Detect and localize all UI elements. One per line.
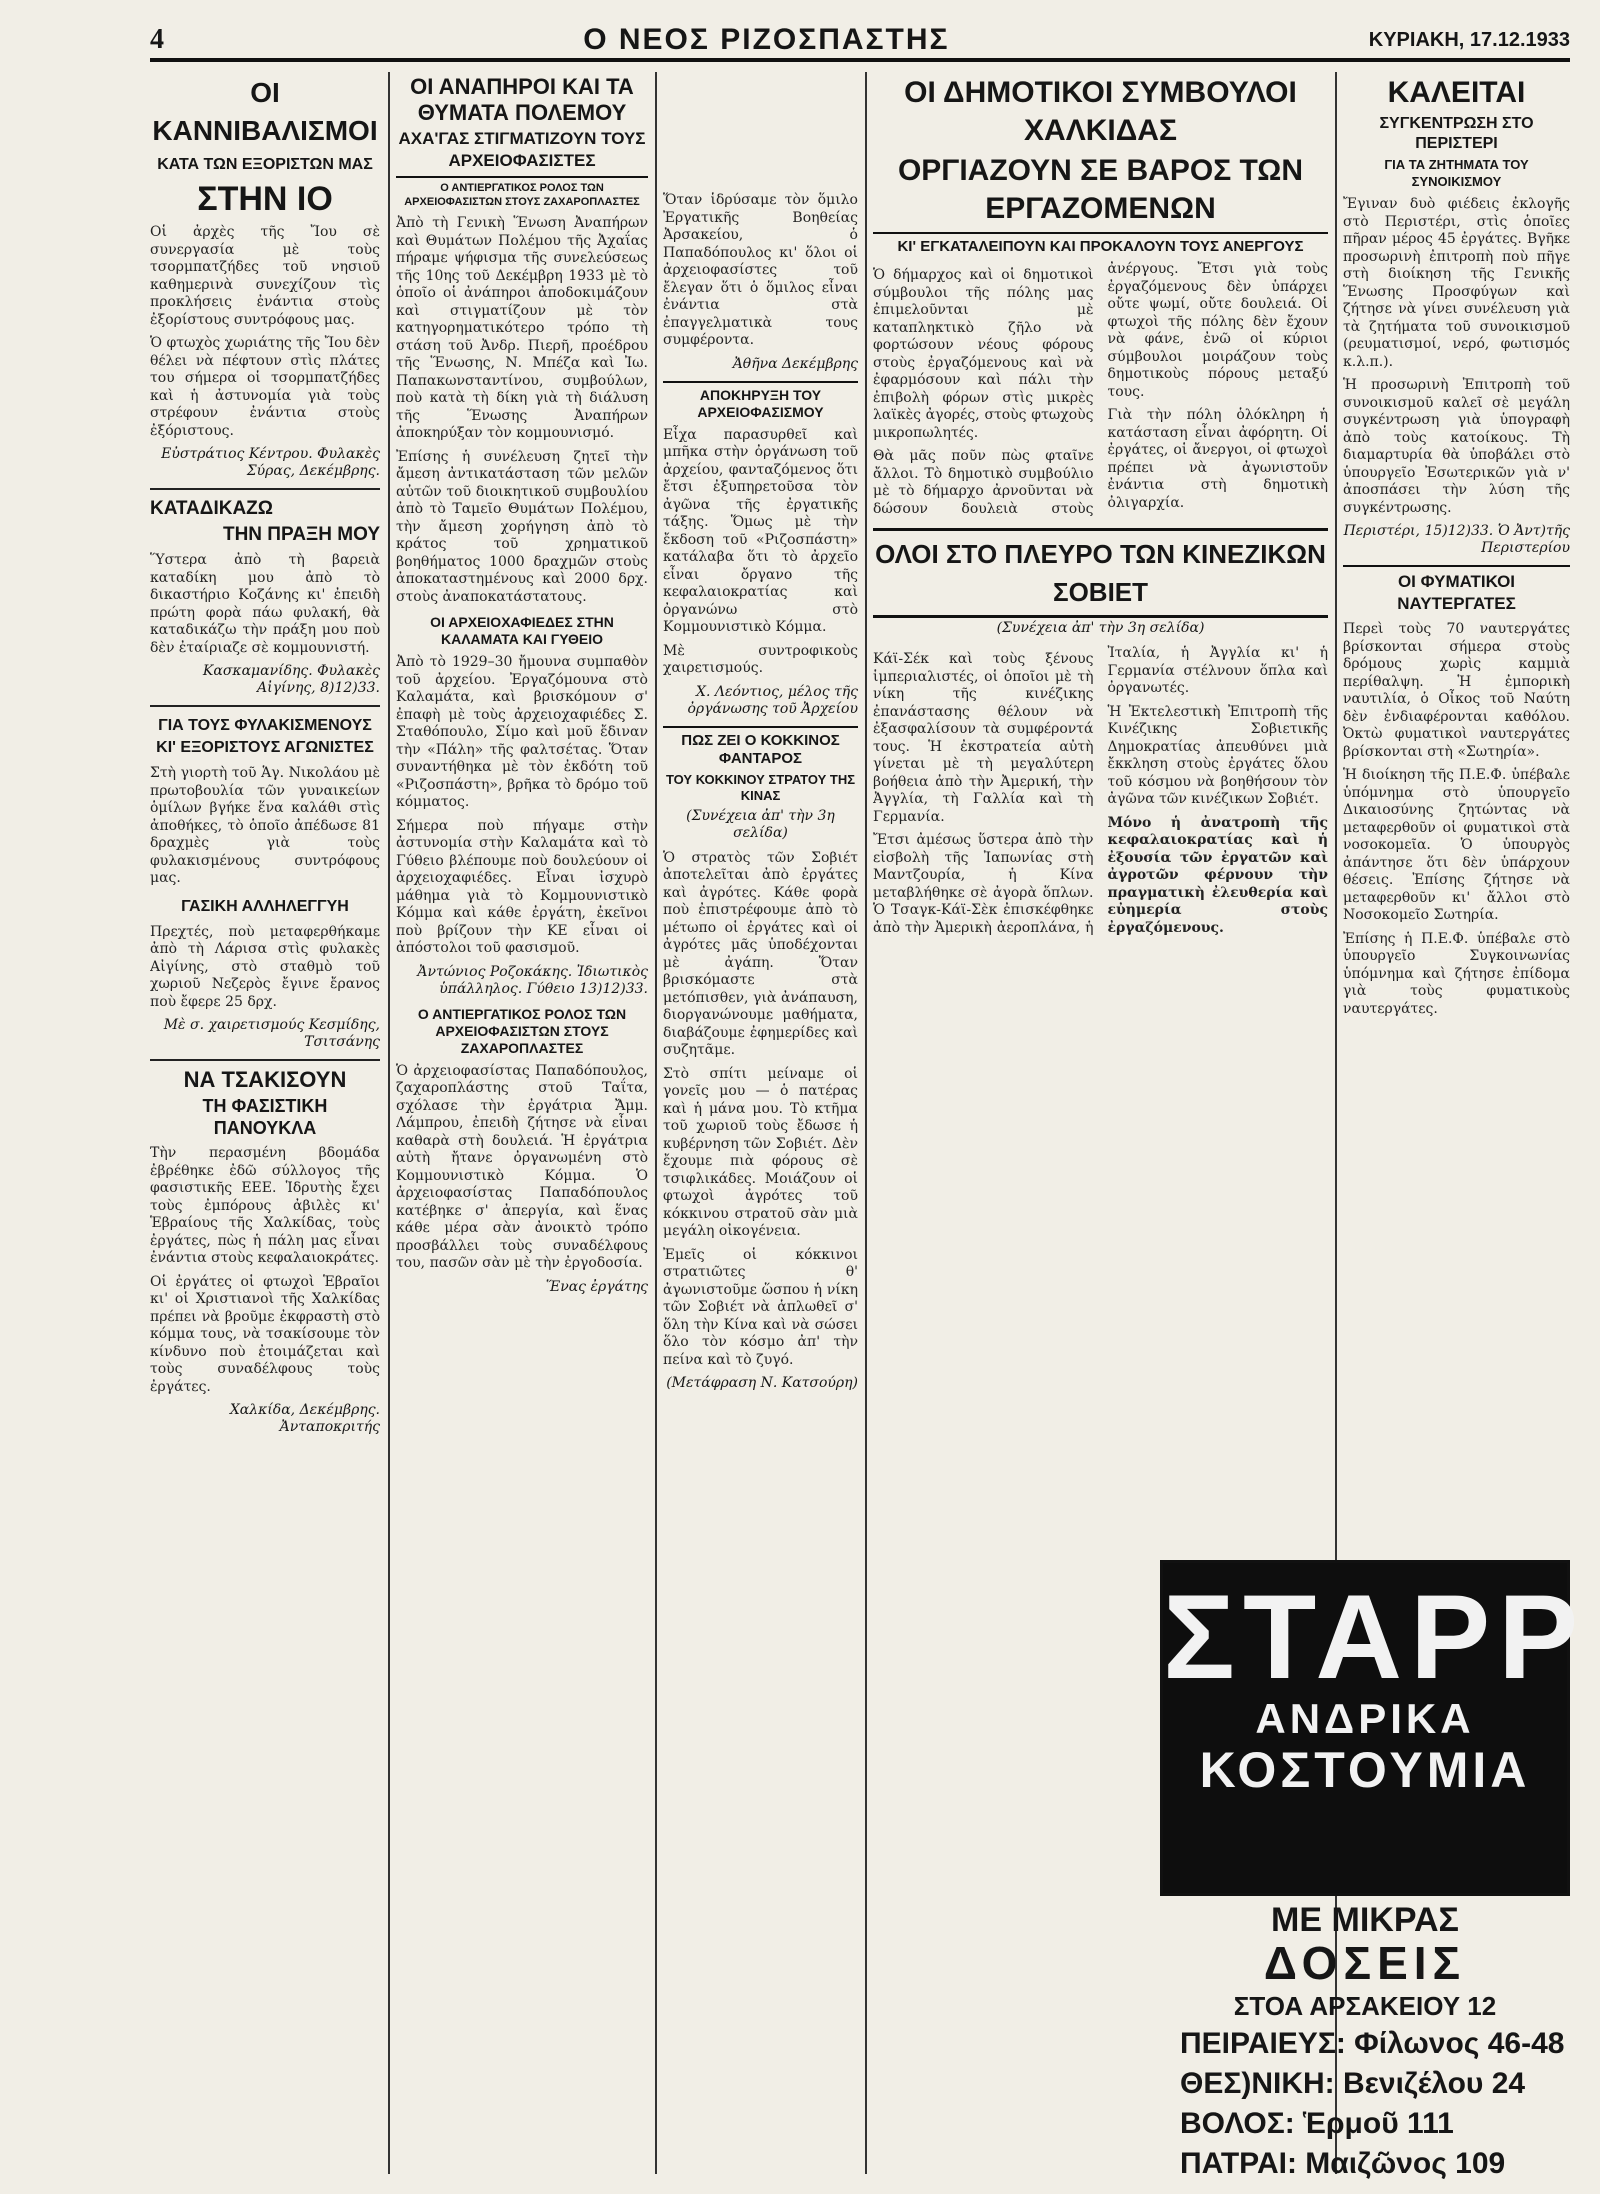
page-number: 4 (150, 24, 164, 55)
article-signature: Εὐστράτιος Κέντρου. Φυλακὲς Σύρας, Δεκέμβρης. (161, 446, 380, 479)
article-paragraph: Στὴ γιορτὴ τοῦ Ἁγ. Νικολάου μὲ πρωτοβουλία τῶν γυναικείων ὁμίλων βγήκε ἕνα καλάθι στὶς ἀποθήκες, τὸ ὁποῖο ἀπέδωσε 81 δραχμὲς γιὰ τοὺς φυλακισμένους συντρόφους μας. (150, 765, 380, 886)
article-signature: Ἕνας ἐργάτης (545, 1278, 648, 1295)
article-paragraph: Τὴν περασμένη βδομάδα ἐβρέθηκε ἐδῶ σύλλογος τῆς φασιστικῆς ΕΕΕ. Ἱδρυτὴς ἔχει τοὺς ἐμπόρους ἀβιλὲς κι' Ἑβραίους τῆς Χαλκίδας, τοὺς ἐργάτες, πὼς ἡ πάλη μας εἶναι ἐνάντια στοὺς κεφαλαιοκράτες. (150, 1145, 380, 1266)
article-headline: ΓΙΑ ΤΟΥΣ ΦΥΛΑΚΙΣΜΕΝΟΥΣ ΚΙ' ΕΞΟΡΙΣΤΟΥΣ ΑΓΩΝΙΣΤΕΣ (156, 717, 374, 756)
article-paragraph: Ὕστερα ἀπὸ τὴ βαρειὰ καταδίκη μου ἀπὸ τὸ δικαστήριο Κοζάνης κι' ἐπειδὴ πρώτη φορὰ πάω φυλακή, θὰ καταδικάζω τὴν πράξη μου ποὺ δὲν ἐταίριαζε σὲ κομμουνιστή. (150, 552, 380, 656)
article-headline: ΟΛΟΙ ΣΤΟ ΠΛΕΥΡΟ ΤΩΝ ΚΙΝΕΖΙΚΩΝ ΣΟΒΙΕΤ (873, 528, 1328, 618)
ad-text: ΑΝΔΡΙΚΑ (1255, 1695, 1475, 1742)
article-headline: ΟΙ ΚΑΝΝΙΒΑΛΙΣΜΟΙ (152, 77, 378, 146)
article-headline: ΚΑΤΑΔΙΚΑΖΩ (150, 498, 273, 519)
column-divider (655, 72, 657, 2174)
column-divider (388, 72, 390, 2174)
article-paragraph: Ἡ διοίκηση τῆς Π.Ε.Φ. ὑπέβαλε ὑπόμνημα στὸ ὑπουργεῖο Δικαιοσύνης ζητώντας νὰ μεταφερθοῦν οἱ φυματικοὶ στὰ νοσοκομεῖα. Ὁ ὑπουργὸς ἀπάντησε ὅτι δὲν ὑπάρχουν θέσεις. Ἐπίσης ζήτησε νὰ μεταφερθοῦν κι' ἄλλοι στὸ Νοσοκομεῖο Σωτηρία. (1343, 767, 1570, 923)
article-headline: ΤΗ ΦΑΣΙΣΤΙΚΗ ΠΑΝΟΥΚΛΑ (202, 1096, 328, 1138)
column-1 (150, 72, 380, 2174)
article-paragraph: Εἶχα παρασυρθεῖ καὶ μπῆκα στὴν ὀργάνωση τοῦ ἀρχείου, φανταζόμενος ὅτι ἔτσι ἐξυπηρετοῦσα τὸν ἀγῶνα τῆς ἐργατικῆς τάξης. Ὅμως μὲ τὴν ἔκδοση τοῦ «Ριζοσπάστη» κατάλαβα ὅτι τὸ ἀρχεῖο εἶναι ὄργανο τῆς κεφαλαιοκρατίας καὶ ὀργανώνω στὸ Κομμουνιστικὸ Κόμμα. (663, 426, 858, 635)
article-paragraph: Ἐμεῖς οἱ κόκκινοι στρατιῶτες θ' ἀγωνιστοῦμε ὥσπου ἡ νίκη τῶν Σοβιέτ νὰ ἁπλωθεῖ σ' ὅλη τὴν Κίνα καὶ νὰ σώσει ὅλο τὸν κόσμο ἀπ' τὴν πείνα καὶ τὸ ζυγό. (663, 1246, 858, 1368)
article-headline: ΑΠΟΚΗΡΥΞΗ ΤΟΥ ΑΡΧΕΙΟΦΑΣΙΣΜΟΥ (663, 381, 858, 421)
article-headline: ΚΑΛΕΙΤΑΙ (1387, 76, 1526, 109)
article-paragraph: Ἡ Ἐκτελεστικὴ Ἐπιτροπὴ τῆς Κινέζικης Σοβιετικῆς Δημοκρατίας ἀπευθύνει μιὰ ἔκκληση στοὺς ἐργάτες ὅλου τοῦ κόσμου νὰ βοηθήσουν τὸν ἀγῶνα τῶν κινέζικων Σοβιέτ. (1107, 703, 1328, 807)
continuation-note: (Συνέχεια ἀπ' τὴν 3η σελίδα) (996, 620, 1205, 636)
divider (150, 705, 380, 707)
article-paragraph: Ἔτσι ἀμέσως ὕστερα ἀπὸ τὴν εἰσβολὴ τῆς Ἰαπωνίας στὴ Μαντζουρία, ἡ Κίνα μεταβλήθηκε σὲ ἀγορὰ ὅπλων. Ὁ Τσαγκ-Κάϊ-Σὲκ ἐπισκέφθηκε ἀπὸ τὴν Ἀμερικὴ ἀεροπλάνα, ἡ Ἰταλία, ἡ Ἀγγλία κι' ἡ Γερμανία στέλνουν ὅπλα καὶ ὀργανωτές. (873, 645, 1328, 936)
article-headline: ΑΧΑ'ΓΑΣ ΣΤΙΓΜΑΤΙΖΟΥΝ ΤΟΥΣ ΑΡΧΕΙΟΦΑΣΙΣΤΕΣ (398, 129, 646, 170)
article-signature: Ἀντώνιος Ροζοκάκης. Ἰδιωτικὸς ὑπάλληλος. Γύθειο 13)12)33. (417, 963, 648, 997)
article-headline: Ο ΑΝΤΙΕΡΓΑΤΙΚΟΣ ΡΟΛΟΣ ΤΩΝ ΑΡΧΕΙΟΦΑΣΙΣΤΩΝ ΣΤΟΥΣ ΖΑΧΑΡΟΠΛΑΣΤΕΣ (417, 1005, 627, 1056)
article-paragraph: Οἱ ἀρχὲς τῆς Ἴου σὲ συνεργασία μὲ τοὺς τσορμπατζήδες τοῦ νησιοῦ καθημερινὰ συνεχίζουν τὶς προκλήσεις ἐνάντια στοὺς ἐξορίστους συντρόφους μας. (150, 224, 380, 328)
ad-brand: ΣΤΑΡΡ (1163, 1570, 1587, 1704)
article-signature: Χαλκίδα, Δεκέμβρης. Ἀνταποκριτής (229, 1402, 380, 1435)
article-subheadline: ΚΑΤΑ ΤΩΝ ΕΞΟΡΙΣΤΩΝ ΜΑΣ (157, 156, 373, 173)
article-headline: ΓΑΣΙΚΗ ΑΛΛΗΛΕΓΓΥΗ (181, 897, 349, 915)
divider (150, 488, 380, 490)
article-signature: Ἀθῆνα Δεκέμβρης (732, 355, 858, 372)
article-headline: ΤΗΝ ΠΡΑΞΗ ΜΟΥ (222, 524, 380, 545)
article-paragraph: Σήμερα ποὺ πήγαμε στὴν ἀστυνομία στὴν Καλαμάτα καὶ τὸ Γύθειο βλέπουμε ποὺ δουλεύουν οἱ ἀρχειοχαφιέδες. Εἶναι ἰσχυρὸ μάθημα γιὰ τὸ Κομμουνιστικὸ Κόμμα καὶ κάθε ἐργάτη, ἐκεῖνοι ποὺ βρίζουν τὴν ΚΕ εἶναι οἱ ἀπόστολοι τοῦ φασισμοῦ. (396, 817, 648, 956)
article-paragraph: Πρεχτές, ποὺ μεταφερθήκαμε ἀπὸ τὴ Λάρισα στὶς φυλακὲς Αἰγίνης, στὸ σταθμὸ τοῦ χωριοῦ Νεζερὸς ἔγινε ἔρανος ποὺ ἔφερε 25 δρχ. (150, 923, 380, 1010)
article-signature: (Μετάφραση Ν. Κατσούρη) (666, 1375, 858, 1391)
article-headline: ΠΩΣ ΖΕΙ Ο ΚΟΚΚΙΝΟΣ ΦΑΝΤΑΡΟΣ (663, 726, 858, 768)
article-headline: ΤΟΥ ΚΟΚΚΙΝΟΥ ΣΤΡΑΤΟΥ ΤΗΣ ΚΙΝΑΣ (665, 771, 856, 803)
article-subheadline: ΚΙ' ΕΓΚΑΤΑΛΕΙΠΟΥΝ ΚΑΙ ΠΡΟΚΑΛΟΥΝ ΤΟΥΣ ΑΝΕΡΓΟΥΣ (873, 232, 1328, 257)
article-paragraph: Ἐπίσης ἡ Π.Ε.Φ. ὑπέβαλε στὸ ὑπουργεῖο Συγκοινωνίας ὑπόμνημα καὶ ζήτησε ἐπίδομα γιὰ τοὺς φυματικοὺς ναυτεργάτες. (1343, 930, 1570, 1017)
article-paragraph: Στὸ σπίτι μείναμε οἱ γονεῖς μου — ὁ πατέρας καὶ ἡ μάνα μου. Τὸ κτῆμα τοῦ χωριοῦ τοὺς ἔδωσε ἡ κυβέρνηση τῶν Σοβιέτ. Δὲν ἔχουμε πιὰ φόρους σὲ τσιφλικάδες. Μοιάζουν οἱ φτωχοὶ ἀγρότες τοῦ κόκκινου στρατοῦ σὰν μιὰ μεγάλη οἰκογένεια. (663, 1065, 858, 1239)
article-headline: ΟΙ ΔΗΜΟΤΙΚΟΙ ΣΥΜΒΟΥΛΟΙ ΧΑΛΚΙΔΑΣ (904, 76, 1297, 147)
article-paragraph: Ὅταν ἱδρύσαμε τὸν ὅμιλο Ἐργατικῆς Βοηθείας Ἀρσακείου, ὁ Παπαδόπουλος κι' ὅλοι οἱ ἀρχειοφασίστες τοῦ ἔλεγαν ὅτι ὁ ὅμιλος εἶναι ἐνάντια στὰ ἐπαγγελματικὰ τους συμφέροντα. (663, 192, 858, 348)
article-headline: ΟΙ ΦΥΜΑΤΙΚΟΙ ΝΑΥΤΕΡΓΑΤΕΣ (1343, 565, 1570, 615)
article-signature: Μὲ σ. χαιρετισμούς Κεσμίδης, Τσιτσάνης (163, 1017, 380, 1050)
ad-address: ΘΕΣ)ΝΙΚΗ: Βενιζέλου 24 (1180, 2067, 1526, 2100)
page-header (150, 22, 1570, 62)
ad-text: ΜΕ ΜΙΚΡΑΣ (1271, 1901, 1459, 1939)
article-paragraph: Οἱ ἐργάτες οἱ φτωχοὶ Ἑβραῖοι κι' οἱ Χριστιανοὶ τῆς Χαλκίδας πρέπει νὰ βροῦμε ἐκφραστὴ στὸ κόμμα τους, νὰ τσακίσουμε τὸν κίνδυνο ποὺ ἐτοιμάζεται καὶ τοὺς συναδέλφους τοὺς ἐργάτες. (150, 1273, 380, 1395)
article-body (873, 261, 1328, 518)
article-paragraph: Ἐπίσης ἡ συνέλευση ζητεῖ τὴν ἄμεση ἀντικατάσταση τῶν μελῶν αὐτῶν τοῦ διοικητικοῦ συμβουλίου ἀπὸ τὸ Ταμεῖο Θυμάτων Πολέμου, τὴν ἄμεση χορήγηση ἀπὸ τὸ κράτος τοῦ χρηματικοῦ βοηθήματος 1000 δραχμῶν στοὺς ἀποκαταστημένους καὶ 2000 δρχ. στοὺς ἀναποκατάστατους. (396, 448, 648, 605)
article-body (873, 645, 1328, 940)
article-paragraph: Κάϊ-Σέκ καὶ τοὺς ξένους ἱμπεριαλιστές, οἱ ὁποῖοι μὲ τὴ νίκη τῆς κινέζικης ἐπανάστασης θέλουν νὰ ἐξασφαλίσουν τὰ συμφέροντά τους. Ἡ ἐκστρατεία αὐτὴ γίνεται μὲ τὴ μεγαλύτερη βοήθεια ἀπὸ τὴν Ἀμερική, τὴν Ἀγγλία, τὴ Γαλλία καὶ τὴ Γερμανία. (873, 651, 1094, 825)
article-paragraph: Περεὶ τοὺς 70 ναυτεργάτες βρίσκονται σήμερα στοὺς δρόμους χωρὶς καμμιὰ περίθαλψη. Ἡ ἐμπορικὴ ναυτιλία, ὁ Οἶκος τοῦ Ναύτη δὲν ἐνδιαφέρονται καθόλου. Ὀκτὼ φυματικοὶ ναυτεργάτες βρίσκονται στὴ «Σωτηρία». (1343, 621, 1570, 760)
article-paragraph: Ἡ προσωρινὴ Ἐπιτροπὴ τοῦ συνοικισμοῦ καλεῖ σὲ μεγάλη συγκέντρωση γιὰ ὑπογραφὴ ἀπὸ τοὺς κατοίκους. Τὴ διαμαρτυρία θὰ ὑποβάλει στὸ ὑπουργεῖο Ἐσωτερικῶν γιὰ ν' ἀποσπάσει τὴν λύση τῆς συγκέντρωσης. (1343, 377, 1570, 516)
article-paragraph: Θὰ μᾶς ποῦν πὼς φταῖνε ἄλλοι. Τὸ δημοτικὸ συμβούλιο μὲ τὸ δήμαρχο ἀρνοῦνται νὰ δώσουν δουλειὰ στοὺς ἀνέργους. Ἔτσι γιὰ τοὺς ἐργαζόμενους δὲν ὑπάρχει οὔτε ψωμί, οὔτε δουλειά. Οἱ φτωχοὶ τῆς πόλης δὲν ἔχουν νὰ φάνε, ἐνῶ οἱ κύριοι σύμβουλοι μοιράζουν τοὺς δημοτικοὺς πόρους μεταξύ τους. (873, 261, 1328, 517)
column-5 (1343, 72, 1570, 1544)
article-headline: ΟΙ ΑΝΑΠΗΡΟΙ ΚΑΙ ΤΑ ΘΥΜΑΤΑ ΠΟΛΕΜΟΥ (410, 74, 634, 125)
ad-text: ΚΟΣΤΟΥΜΙΑ (1199, 1742, 1531, 1798)
article-subheadline: Ο ΑΝΤΙΕΡΓΑΤΙΚΟΣ ΡΟΛΟΣ ΤΩΝ ΑΡΧΕΙΟΦΑΣΙΣΤΩΝ ΣΤΟΥΣ ΖΑΧΑΡΟΠΛΑΣΤΕΣ (396, 176, 648, 209)
article-paragraph: Ὁ φτωχὸς χωριάτης τῆς Ἴου δὲν θέλει νὰ πέφτουν στὶς πλάτες του σήμερα οἱ τσορμπατζήδες καὶ ἡ ἀστυνομία γιὰ τοὺς στρέφουν ἐνάντια στοὺς ἐξόριστους. (150, 335, 380, 439)
article-paragraph: Γιὰ τὴν πόλη ὁλόκληρη ἡ κατάσταση εἶναι ἀφόρητη. Οἱ ἐργάτες, οἱ ἄνεργοι, οἱ φτωχοὶ πρέπει νὰ ἀγωνιστοῦν ἐνάντια στὴ δημοτικὴ ὀλιγαρχία. (1107, 407, 1328, 511)
ad-text: ΣΤΟΑ ΑΡΣΑΚΕΙΟΥ 12 (1233, 1991, 1497, 2021)
article-headline: ΟΡΓΙΑΖΟΥΝ ΣΕ ΒΑΡΟΣ ΤΩΝ ΕΡΓΑΖΟΜΕΝΩΝ (897, 154, 1304, 225)
article-signature: Χ. Λεόντιος, μέλος τῆς ὀργάνωσης τοῦ Ἀρχείου (687, 683, 858, 717)
article-subheadline: ΓΙΑ ΤΑ ΖΗΤΗΜΑΤΑ ΤΟΥ ΣΥΝΟΙΚΙΣΜΟΥ (1384, 157, 1529, 189)
column-3 (663, 186, 858, 2174)
column-divider (865, 72, 867, 2174)
ad-banner (1160, 1560, 1587, 1896)
ad-address: ΠΕΙΡΑΙΕΥΣ: Φίλωνος 46-48 (1180, 2027, 1565, 2060)
article-paragraph: Ἀπὸ τὸ 1929–30 ἤμουνα συμπαθὸν τοῦ ἀρχείου. Ἐργαζόμουνα στὸ Καλαμάτα, καὶ βρισκόμουν σ' ἐπαφὴ μὲ τοὺς ἀρχειοχαφιέδες Σ. Σταθόπουλο, Σίμο καὶ μοῦ ἔδιναν τὴν «Πάλη» τῆς φαλτσέτας. Ὅταν συναντήθηκα μὲ τὸν ἐκδότη τοῦ «Ριζοσπάστη», βρῆκα τὸ δρόμο τοῦ κόμματος. (396, 654, 648, 810)
article-paragraph: Μὲ συντροφικοὺς χαιρετισμούς. (663, 642, 858, 676)
article-headline: ΝΑ ΤΣΑΚΙΣΟΥΝ (183, 1067, 347, 1092)
article-paragraph: Ἀπὸ τὴ Γενικὴ Ἕνωση Ἀναπήρων καὶ Θυμάτων Πολέμου τῆς Ἀχαΐας πήραμε ψήφισμα τῆς συνελεύσεως τῆς 10ης τοῦ Δεκέμβρη 1933 μὲ τὸ ὁποῖο οἱ ἀνάπηροι ἀποδοκιμάζουν καὶ στιγματίζουν μὲ τὸν κατηγορηματικότερο τρόπο τὴ στάση τοῦ Ἀνδρ. Πιερῆ, προέδρου τῆς Ἕνωσης, Ν. Μπέζα καὶ Ἰω. Παπακωνσταντίνου, συμβούλων, ποὺ κατὰ τὴ δίκη γιὰ τὴ διάλυση τῆς Ἕνωσης Ἀναπήρων ἀποκηρύξαν τὸν κομμουνισμό. (396, 215, 648, 441)
advertisement (1160, 1560, 1587, 2180)
ad-address: ΒΟΛΟΣ: Ἑρμοῦ 111 (1180, 2107, 1454, 2140)
article-signature: Κασκαμανίδης. Φυλακὲς Αἰγίνης, 8)12)33. (202, 663, 380, 696)
ad-address: ΠΑΤΡΑΙ: Μαιζῶνος 109 (1180, 2147, 1506, 2180)
article-subheadline: ΣΤΗΝ ΙΟ (197, 180, 333, 218)
article-signature: Περιστέρι, 15)12)33. Ὁ Ἀντ)τῆς Περιστερίου (1343, 523, 1570, 556)
article-paragraph: Ὁ στρατὸς τῶν Σοβιέτ ἀποτελεῖται ἀπὸ ἐργάτες καὶ ἀγρότες. Κάθε φορὰ ποὺ ἐπιστρέφουμε ἀπὸ τὸ μέτωπο οἱ ἐργάτες καὶ οἱ ἀγρότες μᾶς ὑποδέχονται μὲ ἀγάπη. Ὅταν βρισκόμαστε στὰ μετόπισθεν, γιὰ ἀνάπαυση, διοργανώνουμε μαθήματα, διαβάζουμε ἐφημερίδες καὶ συζητᾶμε. (663, 849, 858, 1058)
article-paragraph: Ἔγιναν δυὸ φιέδεις ἐκλογῆς στὸ Περιστέρι, στὶς ὁποῖες πῆραν μέρος 45 ἐργάτες. Βγῆκε προσωρινὴ ἐπιτροπὴ ποὺ πῆγε στὴ διοίκηση τῆς Γενικῆς Ἕνωσης Προσφύγων καὶ ζήτησε νὰ γίνει συνέλευση γιὰ τὰ ζητήματα τοῦ συνοικισμοῦ (ρευματισμοί, νερό, φωτισμός κ.λ.π.). (1343, 196, 1570, 370)
ad-text: ΔΟΣΕΙΣ (1263, 1937, 1467, 1989)
divider (150, 1059, 380, 1061)
issue-date: ΚΥΡΙΑΚΗ, 17.12.1933 (1368, 28, 1570, 51)
column-2 (396, 72, 648, 2174)
article-paragraph: Μόνο ἡ ἀνατροπὴ τῆς κεφαλαιοκρατίας καὶ ἡ ἐξουσία τῶν ἐργατῶν καὶ ἀγροτῶν φέρνουν τὴν πραγματικὴ ἐλευθερία καὶ εὐημερία στοὺς ἐργαζόμενους. (1107, 814, 1328, 936)
continuation-note: (Συνέχεια ἀπ' τὴν 3η σελίδα) (686, 807, 835, 841)
article-headline: ΟΙ ΑΡΧΕΙΟΧΑΦΙΕΔΕΣ ΣΤΗΝ ΚΑΛΑΜΑΤΑ ΚΑΙ ΓΥΘΕΙΟ (430, 614, 614, 647)
article-paragraph: Ὁ δήμαρχος καὶ οἱ δημοτικοὶ σύμβουλοι τῆς πόλης μας ἐπιμελοῦνται μὲ καταπληκτικὸ ζῆλο νὰ φορτώσουν νέους φόρους στοὺς ἐργαζόμενους καὶ νὰ ἐφαρμόσουν καὶ πάλι τὴν ἐπιβολὴ φόρων στὶς μικρὲς λαϊκὲς ἀγορές, στοὺς φτωχοὺς μικροπωλητές. (873, 267, 1094, 441)
masthead: Ο ΝΕΟΣ ΡΙΖΟΣΠΑΣΤΗΣ (583, 23, 950, 56)
article-paragraph: Ὁ ἀρχειοφασίστας Παπαδόπουλος, ζαχαροπλάστης στοῦ Ταΐτα, σχόλασε τὴν ἐργάτρια Ἄμμ. Λάμπρου, ἐπειδὴ ζήτησε νὰ εἶναι καθαρὰ στὴ δουλειά. Ἡ ἐργάτρια αὐτὴ ἤτανε ὀργανωμένη στὸ Κομμουνιστικὸ Κόμμα. Ὁ ἀρχειοφασίστας Παπαδόπουλος κατέβηκε σ' ἀπεργία, καὶ ἕνας κάθε μέρα σὰν ἀνοικτὸ τρόπο προσβάλλει τοὺς συναδέλφους του, πασῶν σὰν μὲ τὴν ἐργοδοσία. (396, 1062, 648, 1271)
article-subheadline: ΣΥΓΚΕΝΤΡΩΣΗ ΣΤΟ ΠΕΡΙΣΤΕΡΙ (1379, 115, 1534, 152)
